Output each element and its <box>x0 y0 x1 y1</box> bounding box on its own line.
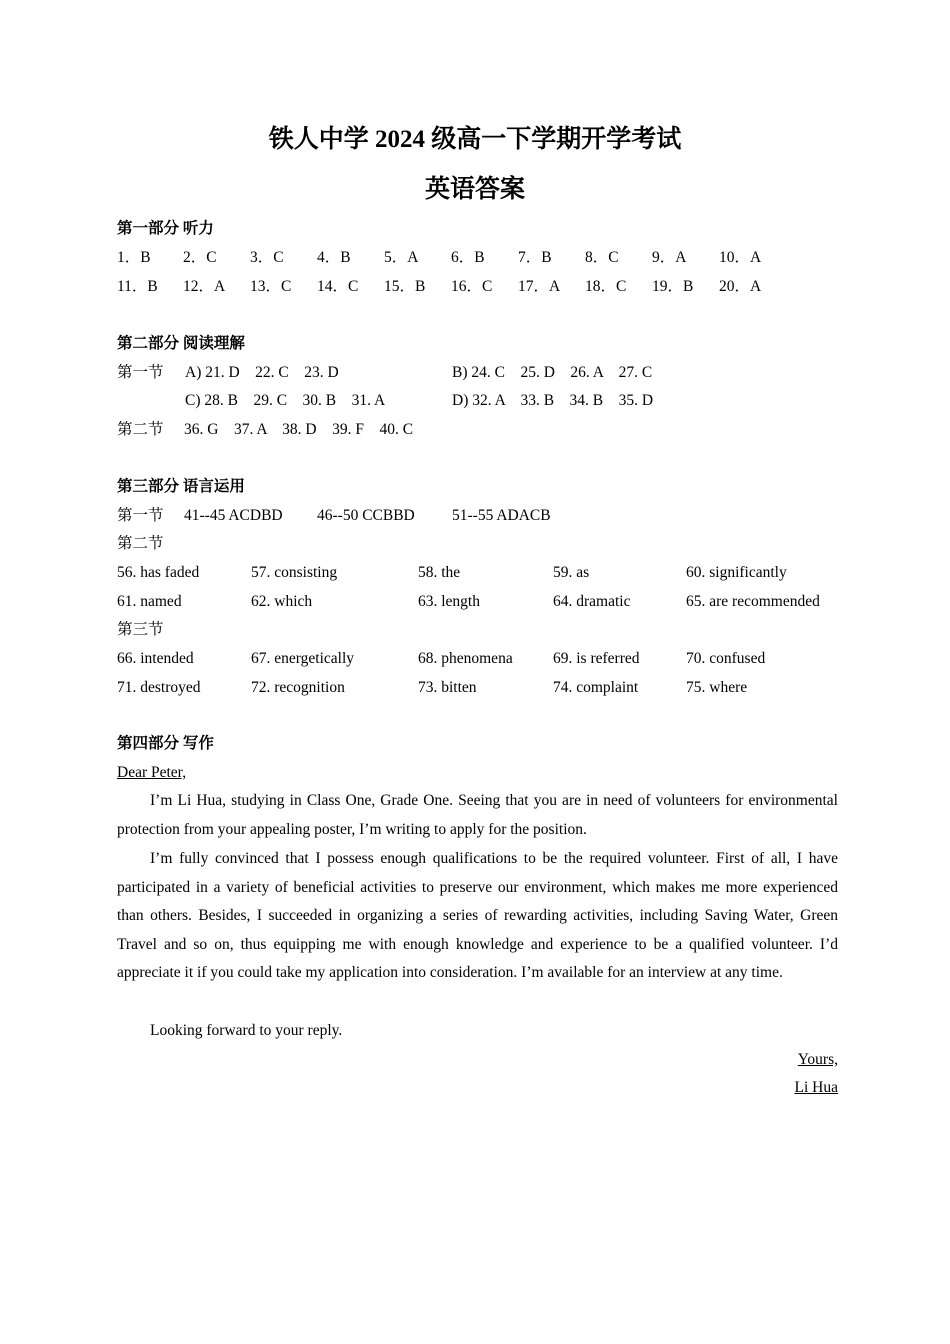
answer-item: 17．A <box>518 278 561 295</box>
answer-item: 8．C <box>585 249 619 266</box>
answer-item: 61. named <box>117 593 182 610</box>
part3-section1-answer: 46--50 CCBBD <box>317 507 415 524</box>
answer-item: 18．C <box>585 278 627 295</box>
answer-item: 12．A <box>183 278 226 295</box>
answer-item: 60. significantly <box>686 564 787 581</box>
answer-item: 1．B <box>117 249 151 266</box>
letter-signature: Li Hua <box>794 1079 838 1096</box>
answer-item: 63. length <box>418 593 480 610</box>
answer-item: 3．C <box>250 249 284 266</box>
part3-section1-answer: 41--45 ACDBD <box>184 507 283 524</box>
answer-item: 66. intended <box>117 650 194 667</box>
part2-section2-label: 第二节 <box>117 421 164 438</box>
part3-section3-label: 第三节 <box>117 621 164 638</box>
answer-item: 56. has faded <box>117 564 200 581</box>
answer-item: 70. confused <box>686 650 766 667</box>
part3-heading: 第三部分 语言运用 <box>117 478 245 495</box>
page-title: 铁人中学 2024 级高一下学期开学考试 <box>268 126 682 153</box>
part3-section2-label: 第二节 <box>117 535 164 552</box>
answer-item: 74. complaint <box>553 679 639 696</box>
answer-item: 75. where <box>686 679 748 696</box>
page-subtitle: 英语答案 <box>424 176 525 203</box>
answer-item: 19．B <box>652 278 694 295</box>
answer-item: 20．A <box>719 278 762 295</box>
part2-passage-b-answers: B) 24. C 25. D 26. A 27. C <box>452 364 653 381</box>
answer-item: 64. dramatic <box>553 593 631 610</box>
part3-section1-label: 第一节 <box>117 507 164 524</box>
part1-heading: 第一部分 听力 <box>117 220 214 237</box>
answer-item: 65. are recommended <box>686 593 820 610</box>
letter-paragraph-3: Looking forward to your reply. <box>150 1022 343 1039</box>
answer-item: 10．A <box>719 249 762 266</box>
part2-passage-d-answers: D) 32. A 33. B 34. B 35. D <box>452 392 654 409</box>
answer-item: 69. is referred <box>553 650 640 667</box>
answer-item: 7．B <box>518 249 552 266</box>
letter-salutation: Dear Peter, <box>117 764 187 781</box>
answer-item: 11．B <box>117 278 158 295</box>
answer-item: 73. bitten <box>418 679 477 696</box>
answer-item: 58. the <box>418 564 461 581</box>
answer-item: 62. which <box>251 593 313 610</box>
part2-heading: 第二部分 阅读理解 <box>117 335 245 352</box>
answer-item: 14．C <box>317 278 359 295</box>
letter-paragraph-1: I’m Li Hua, studying in Class One, Grade One. Seeing that you are in need of volunteers for environmental protection from your appealing poster, I’m writing to apply for the position. <box>117 792 838 838</box>
answer-item: 4．B <box>317 249 351 266</box>
answer-item: 16．C <box>451 278 493 295</box>
answer-item: 67. energetically <box>251 650 355 667</box>
letter-paragraph-2: I’m fully convinced that I possess enough qualifications to be the required volunteer. First of all, I have participated in a variety of beneficial activities to preserve our environment, which makes me more experienced than others. Besides, I succeeded in organizing a series of rewarding activities, including Saving Water, Green Travel and so on, thus equipping me with enough knowledge and experience to be a qualified volunteer. I’d appreciate it if you could take my application into consideration. I’m available for an interview at any time. <box>117 850 838 982</box>
part2-passage-a-answers: A) 21. D 22. C 23. D <box>185 364 339 381</box>
answer-item: 59. as <box>553 564 590 581</box>
answer-item: 6．B <box>451 249 485 266</box>
part2-section2-answers: 36. G 37. A 38. D 39. F 40. C <box>184 421 414 438</box>
part3-section1-answer: 51--55 ADACB <box>452 507 551 524</box>
answer-item: 72. recognition <box>251 679 345 696</box>
answer-item: 68. phenomena <box>418 650 513 667</box>
answer-item: 15．B <box>384 278 426 295</box>
answer-item: 13．C <box>250 278 292 295</box>
part4-heading: 第四部分 写作 <box>117 735 214 752</box>
answer-item: 9．A <box>652 249 687 266</box>
answer-item: 2．C <box>183 249 217 266</box>
part2-section1-label: 第一节 <box>117 364 164 381</box>
answer-item: 71. destroyed <box>117 679 201 696</box>
answer-item: 57. consisting <box>251 564 338 581</box>
answer-item: 5．A <box>384 249 419 266</box>
letter-closing: Yours, <box>797 1051 838 1068</box>
part2-passage-c-answers: C) 28. B 29. C 30. B 31. A <box>185 392 386 409</box>
